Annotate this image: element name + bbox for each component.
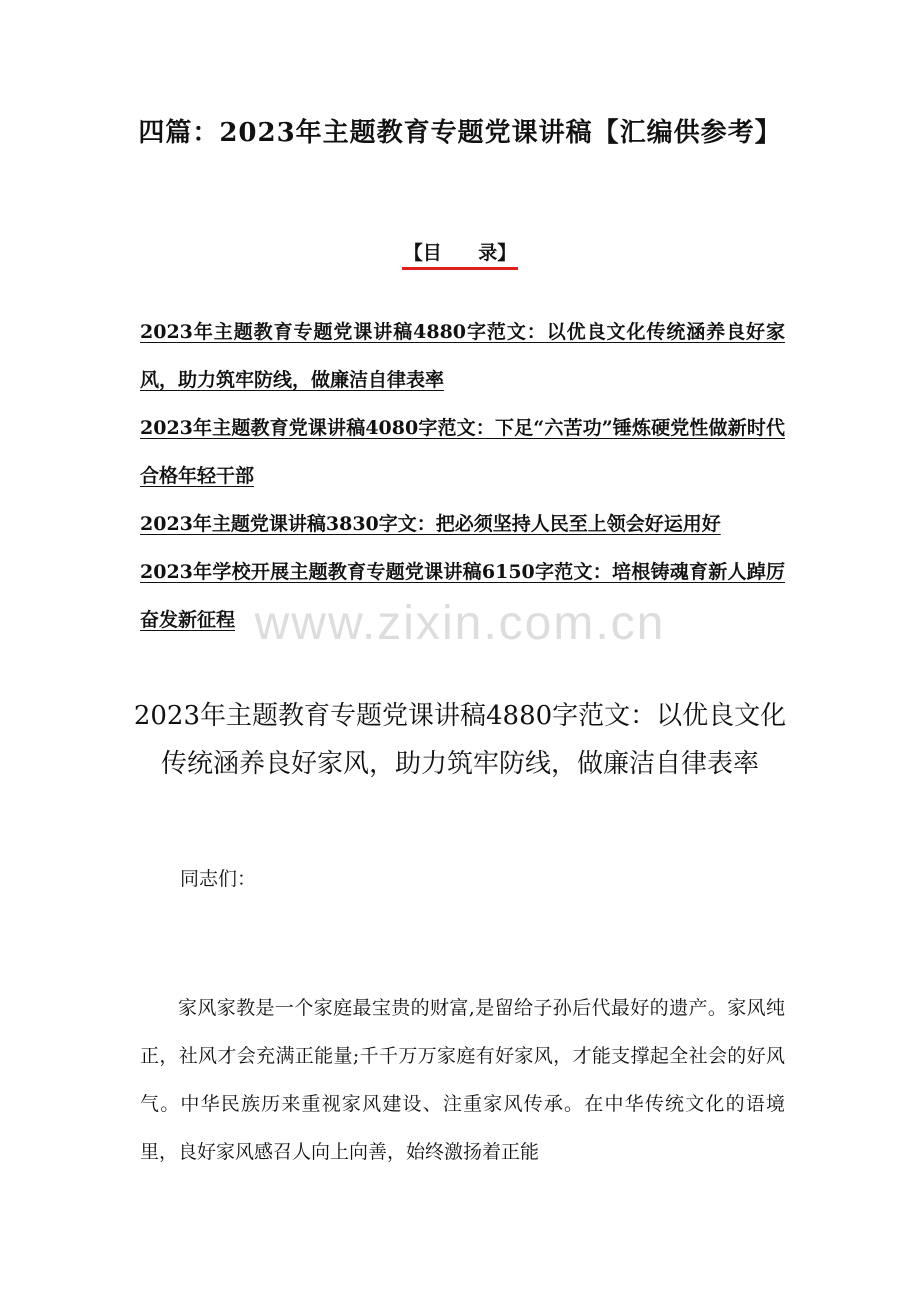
- toc-link-2[interactable]: 2023年主题教育党课讲稿4080字范文：下足“六苦功”锤炼硬党性做新时代合格年轻干部: [140, 417, 785, 487]
- toc-heading: [0, 238, 920, 270]
- watermark: www.zixin.com.cn: [254, 597, 666, 650]
- salutation: 同志们：: [180, 868, 257, 890]
- toc-link-4[interactable]: 2023年学校开展主题教育专题党课讲稿6150字范文：培根铸魂育新人踔厉奋发新征程: [140, 561, 785, 631]
- document-title: 四篇：2023年主题教育专题党课讲稿【汇编供参考】: [138, 118, 782, 148]
- body-paragraph: 家风家教是一个家庭最宝贵的财富,是留给子孙后代最好的遗产。家风纯正，社风才会充满正能量;千千万万家庭有好家风，才能支撑起全社会的好风气。中华民族历来重视家风建设、注重家风传承。在中华传统文化的语境里，良好家风感召人向上向善，始终激扬着正能: [140, 997, 785, 1163]
- toc-link-1[interactable]: 2023年主题教育专题党课讲稿4880字范文：以优良文化传统涵养良好家风，助力筑牢防线，做廉洁自律表率: [140, 321, 785, 391]
- toc-link-3[interactable]: 2023年主题党课讲稿3830字文：把必须坚持人民至上领会好运用好: [140, 513, 721, 535]
- table-of-contents: [140, 308, 785, 644]
- section-title: 2023年主题教育专题党课讲稿4880字范文：以优良文化传统涵养良好家风，助力筑牢防线，做廉洁自律表率: [133, 701, 787, 779]
- toc-heading-label: 【目 录】: [402, 238, 519, 270]
